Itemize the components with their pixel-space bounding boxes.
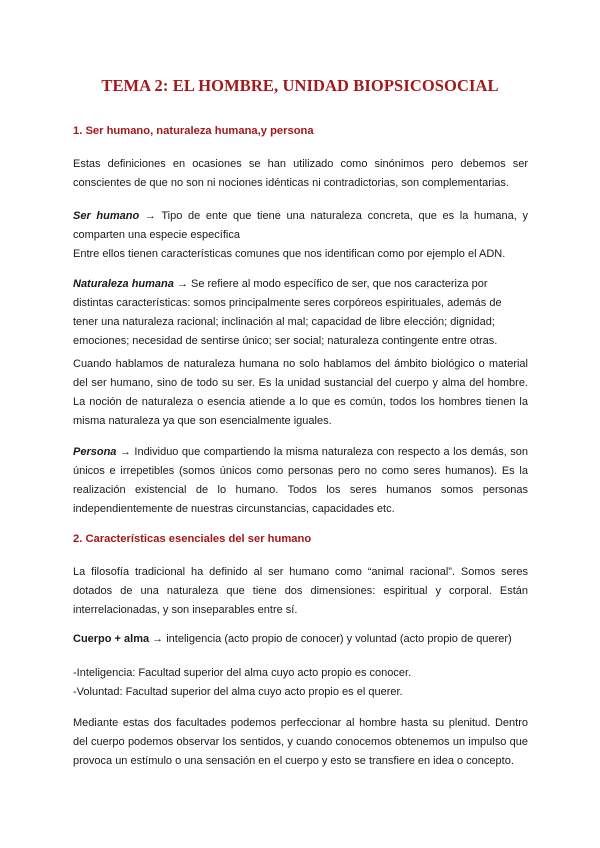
section-1-heading: 1. Ser humano, naturaleza humana,y persona — [73, 125, 314, 137]
naturaleza-line-1: Naturaleza humana → Se refiere al modo específico de ser, que nos caracteriza por — [73, 278, 488, 290]
cuerpo-alma-line — [73, 630, 528, 649]
arrow-icon: → — [119, 446, 131, 458]
naturaleza-paragraph — [73, 275, 543, 351]
persona-definition: Individuo que compartiendo la misma naturaleza con respecto a los demás, son únicos e irrepetibles (somos únicos como personas pero no como seres humanos). Es la realización existencial de lo humano. Todos los seres humanos somos personas independientemente de nuestras circunstancias, capacidades etc. — [73, 446, 528, 515]
arrow-icon: → — [176, 278, 188, 290]
mediante-paragraph: Mediante estas dos facultades podemos perfeccionar al hombre hasta su plenitud. Dentro del cuerpo podemos observar los sentidos, y cuando conocemos obtenemos un impulso que provoca un estímulo o una sensación en el cuerpo y esto se transfiere en idea o concepto. — [73, 717, 528, 767]
inteligencia-line: -Inteligencia: Facultad superior del alma cuyo acto propio es conocer. — [73, 667, 412, 679]
section-1-intro: Estas definiciones en ocasiones se han utilizado como sinónimos pero debemos ser conscientes de que no son ni nociones idénticas ni contradictorias, son complementarias. — [73, 158, 528, 189]
page-title: TEMA 2: EL HOMBRE, UNIDAD BIOPSICOSOCIAL — [101, 76, 499, 95]
persona-term: Persona — [73, 446, 117, 458]
cuerpo-alma-definition: inteligencia (acto propio de conocer) y voluntad (acto propio de querer) — [166, 633, 512, 645]
ser-humano-term: Ser humano — [73, 210, 140, 222]
persona-paragraph — [73, 443, 528, 519]
arrow-icon: → — [144, 210, 156, 222]
cuando-paragraph: Cuando hablamos de naturaleza humana no solo hablamos del ámbito biológico o material del ser humano, sino de todo su ser. Es la unidad sustancial del cuerpo y alma del hombre. La noción de naturaleza o esencia atiende a lo que es común, todos los hombres tienen la misma naturaleza ya que son esencialmente iguales. — [73, 358, 528, 427]
section-2-heading: 2. Características esenciales del ser humano — [73, 533, 312, 545]
arrow-icon: → — [152, 633, 164, 645]
naturaleza-line-4: emociones; necesidad de sentirse único; ser social; naturaleza contingente entre otras. — [73, 335, 498, 347]
naturaleza-line-3: tener una naturaleza racional; inclinación al mal; capacidad de libre elección; dignidad; — [73, 316, 495, 328]
ser-humano-definition: Tipo de ente que tiene una naturaleza concreta, que es la humana, y comparten una especie específica — [73, 210, 529, 241]
voluntad-line: -Voluntad: Facultad superior del alma cuyo acto propio es el querer. — [73, 686, 403, 698]
ser-humano-extra: Entre ellos tienen características comunes que nos identifican como por ejemplo el ADN. — [73, 248, 506, 260]
section-2-intro: La filosofía tradicional ha definido al ser humano como “animal racional”. Somos seres dotados de una naturaleza que tiene dos dimensiones: espiritual y corporal. Están interrelacionadas, y son inseparables entre sí. — [73, 566, 528, 616]
cuerpo-alma-term: Cuerpo + alma — [73, 633, 150, 645]
ser-humano-paragraph — [73, 207, 528, 264]
naturaleza-term: Naturaleza humana — [73, 278, 174, 290]
naturaleza-line-2: distintas características: somos principalmente seres corpóreos espirituales, además de — [73, 297, 502, 309]
